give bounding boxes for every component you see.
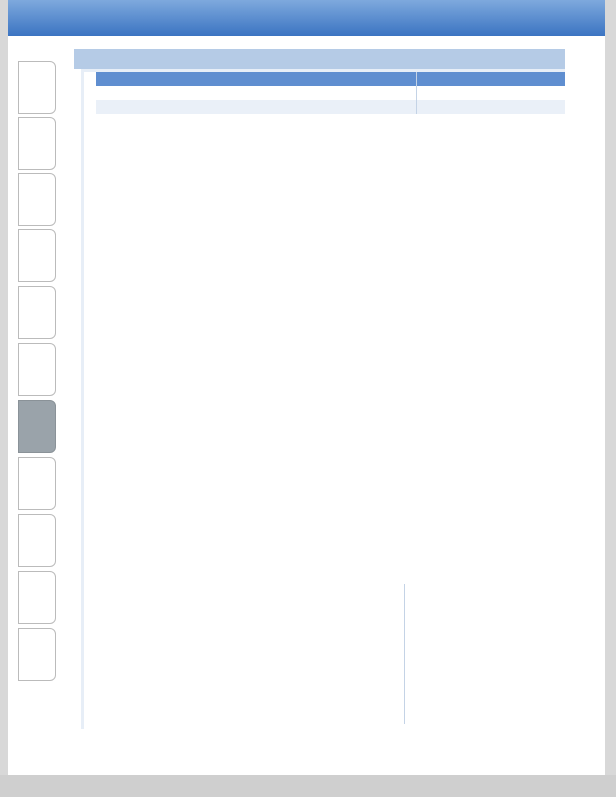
page-title-bar [8, 0, 605, 36]
spec-label [96, 100, 212, 114]
sidebar-tab-connectors[interactable] [18, 628, 56, 681]
range-row [96, 100, 565, 114]
range-value [416, 100, 494, 114]
spec-table [96, 72, 565, 114]
sidebar-tab-cylindrical[interactable] [18, 61, 56, 114]
mount-value [416, 86, 494, 100]
mount-value [334, 86, 416, 100]
sidebar-tab-extended-distance[interactable] [18, 173, 56, 226]
sidebar-tab-rectangular[interactable] [18, 117, 56, 170]
sidebar-tab-special-series[interactable] [18, 286, 56, 339]
sidebar-tab-magnetic[interactable] [18, 457, 56, 510]
sidebar-tab-accessories[interactable] [18, 571, 56, 624]
catalog-page [8, 0, 605, 775]
range-value [494, 100, 565, 114]
spec-unit [212, 100, 256, 114]
spec-label [96, 72, 212, 86]
mount-value [256, 86, 334, 100]
page-bottom-margin [0, 775, 616, 797]
mount-value [494, 86, 565, 100]
section-header [74, 49, 565, 69]
sidebar-tab-reduction-factor-1[interactable] [18, 343, 56, 396]
model-right [416, 72, 565, 86]
sidebar-tab-photoelectric[interactable] [18, 514, 56, 567]
sidebar-tab-metal-face[interactable] [18, 229, 56, 282]
sidebar-tab-capacitive[interactable] [18, 400, 56, 453]
spec-label [96, 86, 212, 100]
left-rule [81, 69, 84, 729]
range-value [334, 100, 416, 114]
drawing-divider [404, 584, 405, 724]
model-row [96, 72, 565, 86]
spec-unit [212, 72, 256, 86]
range-value [256, 100, 334, 114]
spec-unit [212, 86, 256, 100]
mount-row [96, 86, 565, 100]
model-left [256, 72, 416, 86]
